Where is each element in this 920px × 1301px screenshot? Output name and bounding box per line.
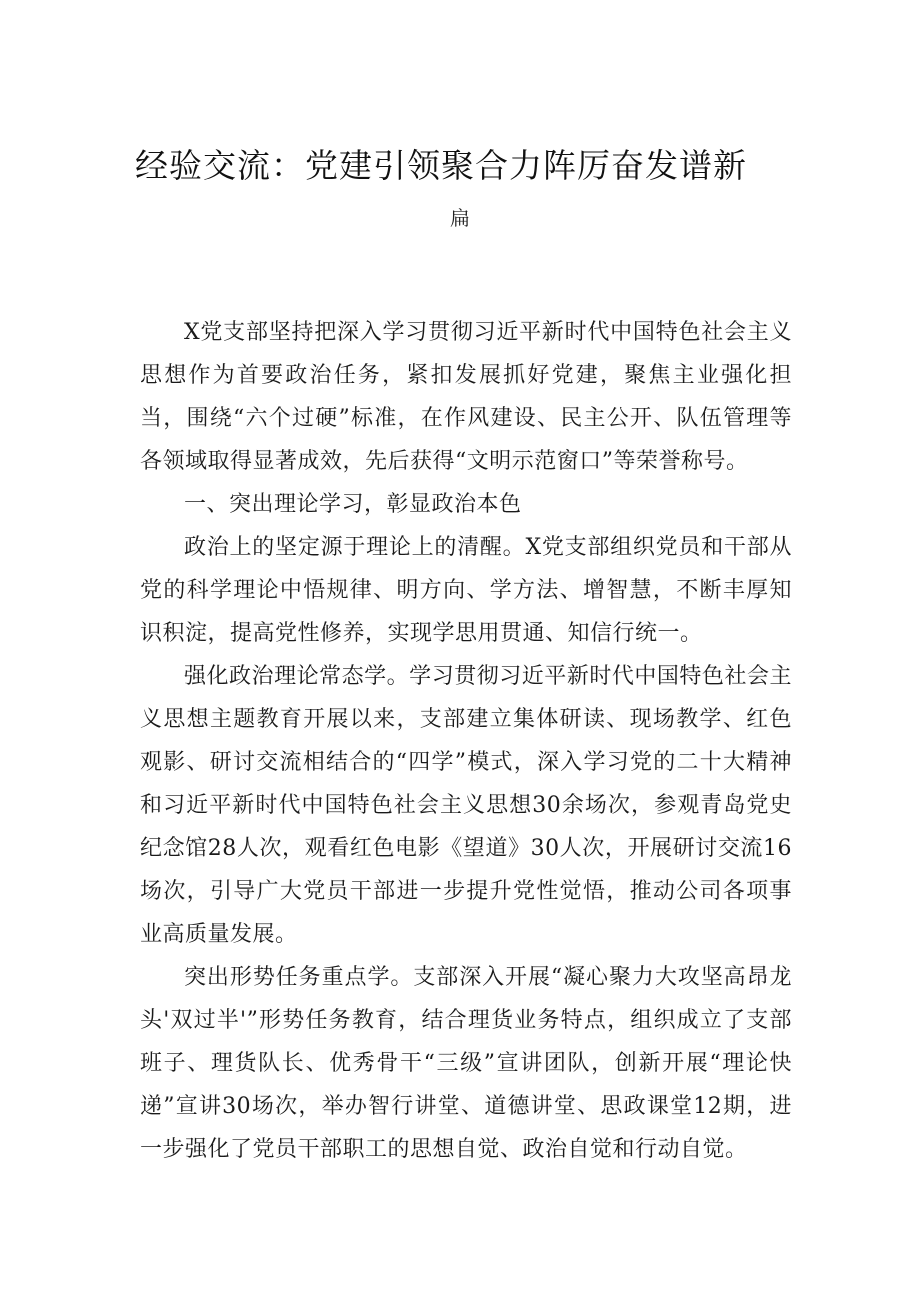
document-body xyxy=(140,311,792,1171)
document-title: 经验交流：党建引领聚合力阵厉奋发谱新 xyxy=(135,146,747,185)
section-heading: 一、突出理论学习，彰显政治本色 xyxy=(184,492,522,517)
paragraph-intro: X党支部坚持把深入学习贯彻习近平新时代中国特色社会主义思想作为首要政治任务，紧扣发展抓好党建，聚焦主业强化担当，围绕“六个过硬”标准，在作风建设、民主公开、队伍管理等各领域取得显著成效，先后获得“文明示范窗口”等荣誉称号。 xyxy=(140,320,792,474)
paragraph-theory: 政治上的坚定源于理论上的清醒。X党支部组织党员和干部从党的科学理论中悟规律、明方向、学方法、增智慧，不断丰厚知识积淀，提高党性修养，实现学思用贯通、知信行统一。 xyxy=(140,535,792,646)
document-title-continuation: 扁 xyxy=(450,206,470,230)
paragraph-key-study: 突出形势任务重点学。支部深入开展“凝心聚力大攻坚高昂龙头'双过半'”形势任务教育，结合理货业务特点，组织成立了支部班子、理货队长、优秀骨干“三级”宣讲团队，创新开展“理论快递”宣讲30场次，举办智行讲堂、道德讲堂、思政课堂12期，进一步强化了党员干部职工的思想自觉、政治自觉和行动自觉。 xyxy=(140,965,792,1162)
paragraph-regular-study: 强化政治理论常态学。学习贯彻习近平新时代中国特色社会主义思想主题教育开展以来，支部建立集体研读、现场教学、红色观影、研讨交流相结合的“四学”模式，深入学习党的二十大精神和习近平新时代中国特色社会主义思想30余场次，参观青岛党史纪念馆28人次，观看红色电影《望道》30人次，开展研讨交流16场次，引导广大党员干部进一步提升党性觉悟，推动公司各项事业高质量发展。 xyxy=(140,664,792,947)
